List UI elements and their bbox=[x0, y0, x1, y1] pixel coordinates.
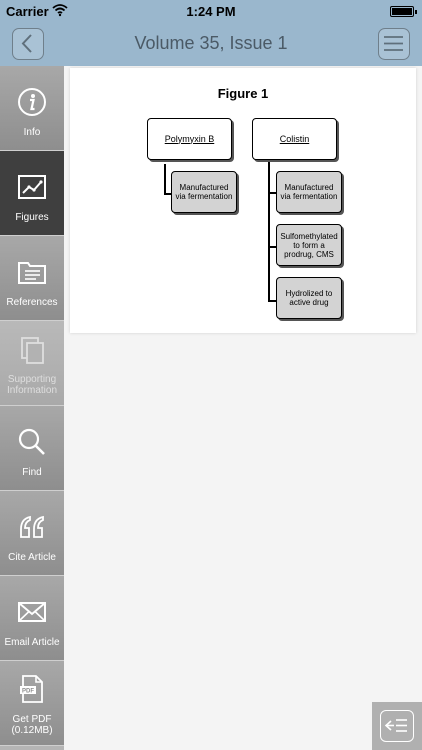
navigation-bar bbox=[0, 22, 422, 66]
toggle-sidebar-button[interactable] bbox=[372, 702, 422, 750]
carrier-label: Carrier bbox=[6, 4, 49, 19]
connector-line bbox=[164, 193, 171, 195]
sidebar-item-figures[interactable] bbox=[0, 151, 64, 236]
connector-line bbox=[268, 192, 276, 194]
flowchart-node-right-1: Manufactured via fermentation bbox=[276, 171, 342, 213]
figure-title: Figure 1 bbox=[217, 86, 269, 101]
pdf-badge-text: PDF bbox=[22, 688, 34, 695]
connector-line bbox=[268, 300, 276, 302]
sidebar-item-cite-article[interactable] bbox=[0, 491, 64, 576]
connector-line bbox=[164, 164, 166, 194]
flowchart-node-right-3: Hydrolized to active drug bbox=[276, 277, 342, 319]
collapse-menu-icon bbox=[381, 711, 412, 740]
sidebar-item-info[interactable] bbox=[0, 66, 64, 151]
sidebar-item-supporting-information[interactable] bbox=[0, 321, 64, 406]
figure-card[interactable] bbox=[70, 68, 416, 333]
flowchart-node-left-1: Manufactured via fermentation bbox=[171, 171, 237, 213]
flowchart-node-right-2: Sulfomethylated to form a prodrug, CMS bbox=[276, 224, 342, 266]
info-icon bbox=[16, 86, 48, 118]
sidebar-item-label: Supporting Information bbox=[6, 374, 58, 396]
connector-line bbox=[268, 162, 270, 301]
status-time: 1:24 PM bbox=[186, 4, 236, 19]
sidebar-item-email-article[interactable] bbox=[0, 576, 64, 661]
chart-icon bbox=[16, 171, 48, 203]
menu-button[interactable] bbox=[378, 28, 410, 60]
sidebar-item-get-pdf[interactable] bbox=[0, 661, 64, 746]
status-bar bbox=[0, 0, 422, 22]
flowchart-node-colistin: Colistin bbox=[252, 118, 337, 160]
sidebar-item-label: Figures bbox=[15, 212, 49, 223]
page-title: Volume 35, Issue 1 bbox=[134, 33, 288, 53]
sidebar-item-label: Get PDF (0.12MB) bbox=[11, 714, 53, 736]
envelope-icon bbox=[16, 596, 48, 628]
sidebar-item-label: Find bbox=[22, 467, 42, 478]
sidebar-item-label: References bbox=[6, 297, 58, 308]
sidebar-item-references[interactable] bbox=[0, 236, 64, 321]
folder-list-icon bbox=[16, 256, 48, 288]
sidebar bbox=[0, 66, 64, 750]
sidebar-item-label: Email Article bbox=[4, 637, 60, 648]
sidebar-item-find[interactable] bbox=[0, 406, 64, 491]
documents-icon bbox=[16, 335, 48, 367]
hamburger-icon bbox=[379, 29, 408, 58]
connector-line bbox=[268, 246, 276, 248]
battery-icon bbox=[390, 6, 414, 17]
flowchart-node-polymyxin-b: Polymyxin B bbox=[147, 118, 232, 160]
sidebar-item-label: Cite Article bbox=[8, 552, 56, 563]
main-content bbox=[64, 66, 422, 750]
search-icon bbox=[16, 426, 48, 458]
sidebar-item-label: Info bbox=[23, 127, 41, 138]
quote-icon bbox=[16, 511, 48, 543]
pdf-file-icon bbox=[16, 673, 48, 705]
